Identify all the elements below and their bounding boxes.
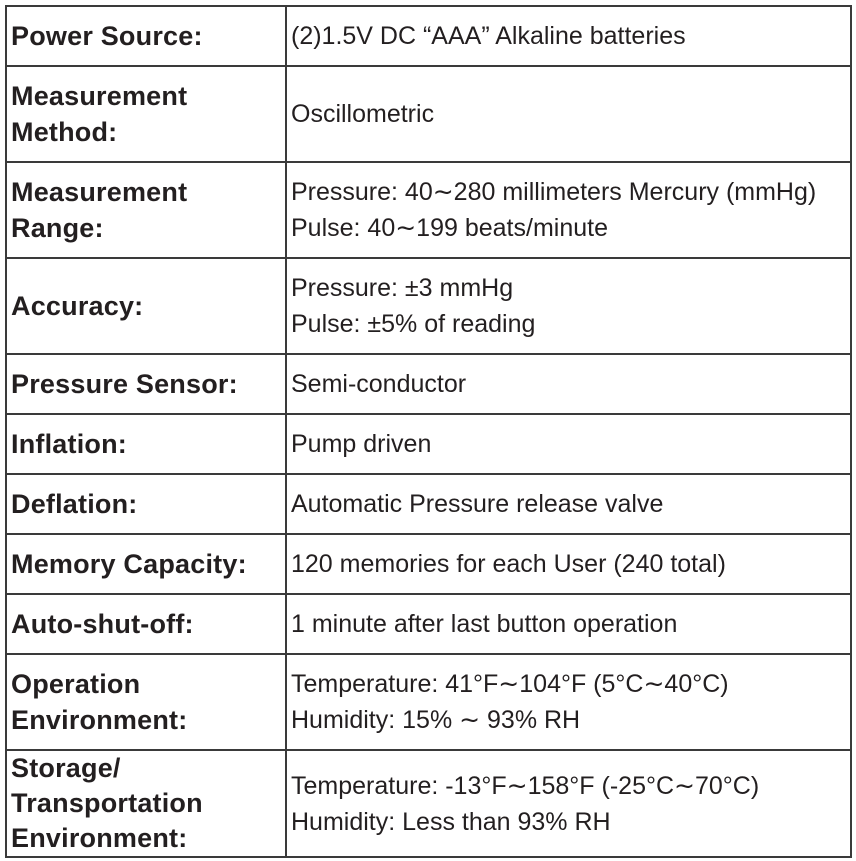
label-line: Range:	[11, 213, 104, 243]
spec-row-pressure-sensor	[6, 354, 851, 414]
spec-row-operation-environment	[6, 654, 851, 750]
spec-value	[286, 6, 851, 66]
label-line: Method:	[11, 117, 118, 147]
spec-label	[6, 354, 286, 414]
value-line: Humidity: 15% ∼ 93% RH	[291, 706, 581, 734]
spec-row-storage-environment	[6, 750, 851, 857]
spec-value	[286, 258, 851, 354]
label-line: Environment:	[11, 823, 188, 853]
label-line: Transportation	[11, 788, 203, 818]
spec-label	[6, 66, 286, 162]
spec-value	[286, 594, 851, 654]
label-line: Storage/	[11, 753, 121, 783]
specifications-table	[5, 5, 852, 858]
label-line: Measurement	[11, 81, 188, 111]
spec-label	[6, 534, 286, 594]
spec-label	[6, 414, 286, 474]
spec-label	[6, 162, 286, 258]
label-line: Accuracy:	[11, 291, 144, 321]
spec-label	[6, 6, 286, 66]
label-line: Auto-shut-off:	[11, 609, 194, 639]
spec-row-auto-shut-off	[6, 594, 851, 654]
spec-value	[286, 414, 851, 474]
value-line: (2)1.5V DC “AAA” Alkaline batteries	[291, 22, 686, 50]
value-line: Pump driven	[291, 430, 432, 458]
label-line: Operation	[11, 669, 141, 699]
spec-row-measurement-range	[6, 162, 851, 258]
spec-row-inflation	[6, 414, 851, 474]
value-line: Pressure: 40∼280 millimeters Mercury (mmHg)	[291, 178, 817, 206]
value-line: 1 minute after last button operation	[291, 610, 678, 638]
spec-value	[286, 474, 851, 534]
label-line: Deflation:	[11, 489, 138, 519]
spec-label	[6, 258, 286, 354]
value-line: Temperature: 41°F∼104°F (5°C∼40°C)	[291, 670, 729, 698]
spec-row-power-source	[6, 6, 851, 66]
value-line: Oscillometric	[291, 100, 435, 128]
spec-value	[286, 162, 851, 258]
label-line: Measurement	[11, 177, 188, 207]
label-line: Pressure Sensor:	[11, 369, 238, 399]
spec-label	[6, 594, 286, 654]
label-line: Inflation:	[11, 429, 127, 459]
spec-row-deflation	[6, 474, 851, 534]
label-line: Environment:	[11, 705, 188, 735]
spec-row-accuracy	[6, 258, 851, 354]
value-line: Semi-conductor	[291, 370, 467, 398]
spec-label	[6, 654, 286, 750]
spec-value	[286, 750, 851, 857]
spec-row-measurement-method	[6, 66, 851, 162]
spec-label	[6, 474, 286, 534]
spec-value	[286, 66, 851, 162]
value-line: Humidity: Less than 93% RH	[291, 807, 611, 836]
value-line: Pulse: 40∼199 beats/minute	[291, 214, 608, 242]
spec-row-memory-capacity	[6, 534, 851, 594]
spec-value	[286, 354, 851, 414]
value-line: Pressure: ±3 mmHg	[291, 274, 514, 302]
value-line: Automatic Pressure release valve	[291, 490, 664, 518]
value-line: Pulse: ±5% of reading	[291, 310, 536, 338]
spec-value	[286, 534, 851, 594]
value-line: 120 memories for each User (240 total)	[291, 550, 726, 578]
spec-label	[6, 750, 286, 857]
value-line: Temperature: -13°F∼158°F (-25°C∼70°C)	[291, 771, 760, 800]
spec-value	[286, 654, 851, 750]
label-line: Memory Capacity:	[11, 549, 247, 579]
label-line: Power Source:	[11, 21, 203, 51]
